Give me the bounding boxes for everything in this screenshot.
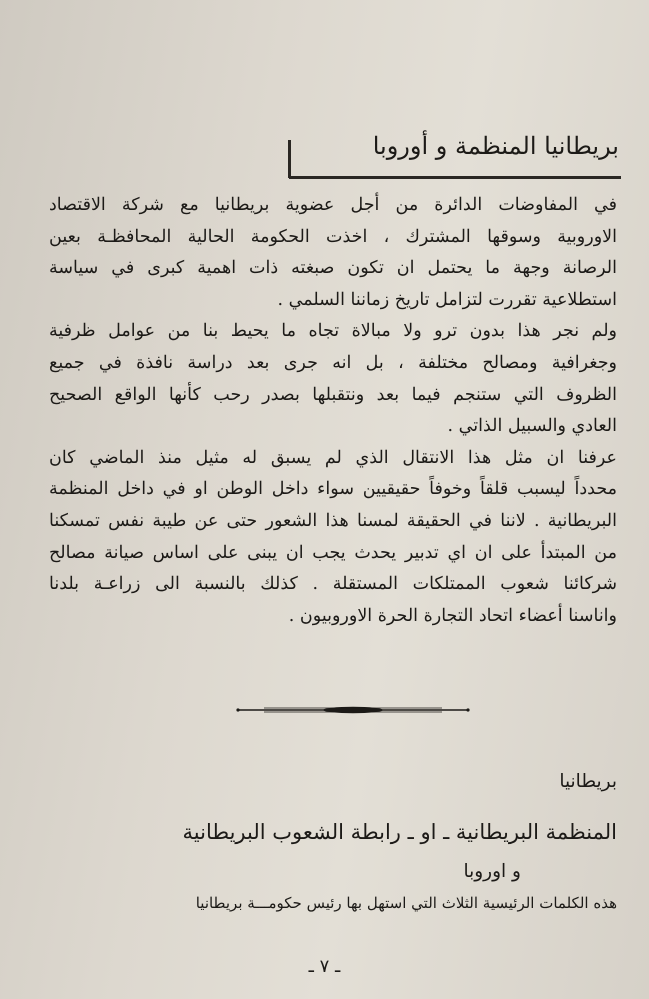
paragraph-line: ولم نجر هذا بدون ترو ولا مبالاة تجاه ما يحيط بنا من عوامل ظرفية bbox=[49, 321, 617, 342]
paragraph-line: في المفاوضات الدائرة من أجل عضوية بريطانيا مع شركة الاقتصاد bbox=[49, 195, 617, 215]
body-text bbox=[49, 190, 617, 632]
paragraph-line: الظروف التي ستنجم فيما بعد ونتقبلها بصدر رحب كأنها الواقع الصحيح bbox=[49, 384, 617, 405]
heading-bracket-rule bbox=[288, 140, 291, 178]
paragraph-line: واناسنا أعضاء اتحاد التجارة الحرة الاوروبيون . bbox=[288, 605, 617, 626]
ornamental-divider bbox=[234, 702, 472, 718]
page-number: ـ ٧ ـ bbox=[308, 956, 341, 977]
intro-text bbox=[49, 888, 617, 918]
intro-line: هذه الكلمات الرئيسية الثلاث التي استهل بها رئيس حكومـــة بريطانيا bbox=[195, 894, 617, 912]
paragraph-line: البريطانية . لاننا في الحقيقة لمسنا هذا الشعور حتى عن طيبة نفس تمسكنا bbox=[49, 510, 617, 531]
paragraph-line: الاوروبية وسوقها المشترك ، اخذت الحكومة الحالية المحافظـة بعين bbox=[49, 226, 617, 247]
paragraph-line: العادي والسبيل الذاتي . bbox=[447, 416, 617, 437]
heading-underline bbox=[289, 176, 621, 179]
paragraph-line: عرفنا ان مثل هذا الانتقال الذي لم يسبق له مثيل منذ الماضي كان bbox=[49, 447, 617, 468]
paragraph-line: من المبتدأ على ان اي تدبير يحدث يجب ان يبنى على اساس صيانة مصالح bbox=[49, 542, 617, 563]
section-title-line-2: المنظمة البريطانية ـ او ـ رابطة الشعوب البريطانية bbox=[182, 820, 617, 844]
paragraph-line: وجغرافية ومصالح مختلفة ، بل انه جرى بعد دراسة نافذة في جميع bbox=[49, 352, 617, 373]
section-title-line-3: و اوروبا bbox=[463, 861, 521, 882]
paragraph-2 bbox=[49, 316, 617, 442]
paragraph-line: استطلاعية تقررت لتزامل تاريخ زماننا السلمي . bbox=[277, 289, 617, 310]
section-title-block bbox=[57, 762, 617, 892]
paragraph-3 bbox=[49, 443, 617, 633]
paragraph-line: شركائنا شعوب الممتلكات المستقلة . كذلك بالنسبة الى زراعـة بلدنا bbox=[49, 574, 617, 595]
page-heading: بريطانيا المنظمة و أوروبا bbox=[372, 132, 619, 160]
paragraph-1 bbox=[49, 190, 617, 316]
paragraph-line: محدداً ليسبب قلقاً وخوفاً حقيقيين سواء داخل الوطن او في داخل المنظمة bbox=[49, 479, 617, 500]
paragraph-line: الرصانة وجهة ما يحتمل ان تكون صبغته ذات اهمية كبرى في سياسة bbox=[49, 258, 617, 279]
section-title-line-1: بريطانيا bbox=[559, 771, 617, 792]
